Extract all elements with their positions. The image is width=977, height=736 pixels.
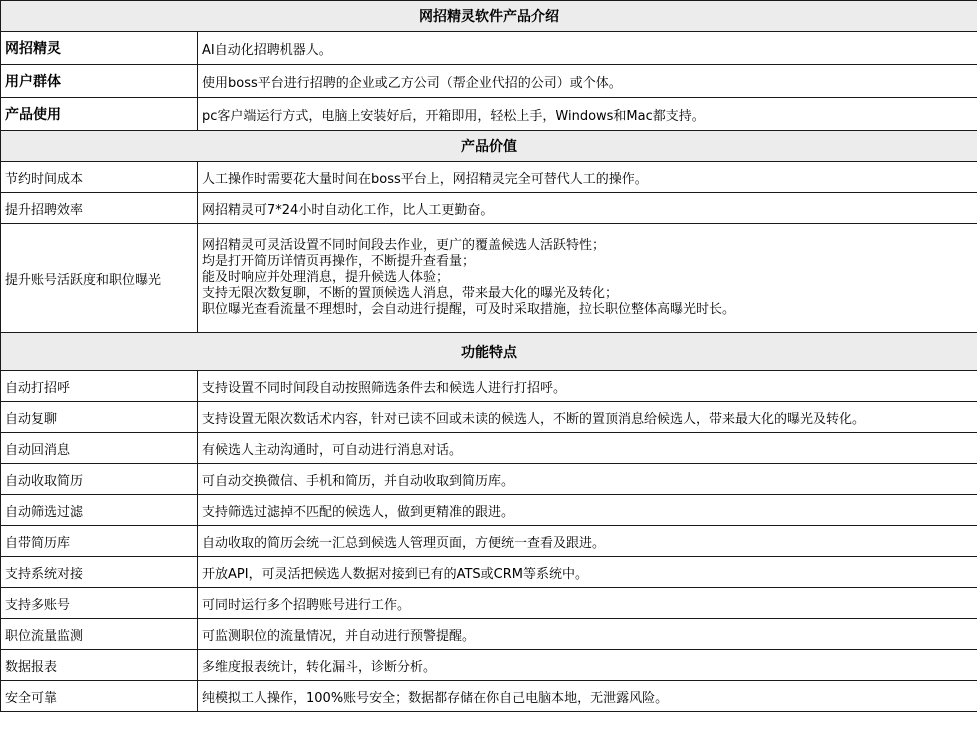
row-label: 自动收取简历 bbox=[1, 464, 198, 495]
value-line: 职位曝光查看流量不理想时，会自动进行提醒，可及时采取措施，拉长职位整体高曝光时长。 bbox=[202, 302, 736, 317]
table-row bbox=[1, 526, 977, 557]
row-value-multiline bbox=[198, 224, 977, 333]
row-value: 可自动交换微信、手机和简历，并自动收取到简历库。 bbox=[198, 464, 977, 495]
table-row bbox=[1, 65, 977, 98]
table-row bbox=[1, 464, 977, 495]
row-value: 使用boss平台进行招聘的企业或乙方公司（帮企业代招的公司）或个体。 bbox=[198, 65, 977, 98]
table-row bbox=[1, 681, 977, 712]
row-label: 提升账号活跃度和职位曝光 bbox=[1, 224, 198, 333]
row-value: 可同时运行多个招聘账号进行工作。 bbox=[198, 588, 977, 619]
row-value: 支持设置无限次数话术内容，针对已读不回或未读的候选人，不断的置顶消息给候选人，带来最大化的曝光及转化。 bbox=[198, 402, 977, 433]
row-label: 节约时间成本 bbox=[1, 162, 198, 193]
section-title: 产品价值 bbox=[1, 131, 977, 162]
row-label: 产品使用 bbox=[1, 98, 198, 131]
row-value: 自动收取的简历会统一汇总到候选人管理页面，方便统一查看及跟进。 bbox=[198, 526, 977, 557]
row-label: 安全可靠 bbox=[1, 681, 198, 712]
table-row bbox=[1, 402, 977, 433]
value-line: 能及时响应并处理消息，提升候选人体验； bbox=[202, 270, 450, 285]
row-value: 网招精灵可7*24小时自动化工作，比人工更勤奋。 bbox=[198, 193, 977, 224]
row-label: 支持多账号 bbox=[1, 588, 198, 619]
table-row bbox=[1, 371, 977, 402]
table-row bbox=[1, 433, 977, 464]
row-label: 提升招聘效率 bbox=[1, 193, 198, 224]
value-line: 网招精灵可灵活设置不同时间段去作业，更广的覆盖候选人活跃特性； bbox=[202, 238, 606, 253]
section-title: 功能特点 bbox=[1, 333, 977, 371]
row-label: 网招精灵 bbox=[1, 32, 198, 65]
row-label: 自带简历库 bbox=[1, 526, 198, 557]
table-row bbox=[1, 224, 977, 333]
row-value: AI自动化招聘机器人。 bbox=[198, 32, 977, 65]
row-label: 自动筛选过滤 bbox=[1, 495, 198, 526]
table-row bbox=[1, 32, 977, 65]
row-value: pc客户端运行方式，电脑上安装好后，开箱即用，轻松上手，Windows和Mac都支持。 bbox=[198, 98, 977, 131]
section-header-features bbox=[1, 333, 977, 371]
row-value: 支持设置不同时间段自动按照筛选条件去和候选人进行打招呼。 bbox=[198, 371, 977, 402]
row-value: 有候选人主动沟通时，可自动进行消息对话。 bbox=[198, 433, 977, 464]
row-label: 自动回消息 bbox=[1, 433, 198, 464]
row-label: 自动复聊 bbox=[1, 402, 198, 433]
row-label: 职位流量监测 bbox=[1, 619, 198, 650]
table-row bbox=[1, 557, 977, 588]
row-value: 开放API，可灵活把候选人数据对接到已有的ATS或CRM等系统中。 bbox=[198, 557, 977, 588]
table-row bbox=[1, 650, 977, 681]
table-row bbox=[1, 588, 977, 619]
row-value: 人工操作时需要花大量时间在boss平台上，网招精灵完全可替代人工的操作。 bbox=[198, 162, 977, 193]
table-row bbox=[1, 495, 977, 526]
row-value: 纯模拟工人操作，100%账号安全；数据都存储在你自己电脑本地，无泄露风险。 bbox=[198, 681, 977, 712]
row-value: 支持筛选过滤掉不匹配的候选人，做到更精准的跟进。 bbox=[198, 495, 977, 526]
table-row bbox=[1, 98, 977, 131]
table-row bbox=[1, 193, 977, 224]
section-title: 网招精灵软件产品介绍 bbox=[1, 1, 977, 32]
row-value: 多维度报表统计，转化漏斗，诊断分析。 bbox=[198, 650, 977, 681]
table-row bbox=[1, 162, 977, 193]
section-header-intro bbox=[1, 1, 977, 32]
row-label: 支持系统对接 bbox=[1, 557, 198, 588]
row-label: 数据报表 bbox=[1, 650, 198, 681]
row-label: 用户群体 bbox=[1, 65, 198, 98]
row-value: 可监测职位的流量情况，并自动进行预警提醒。 bbox=[198, 619, 977, 650]
row-label: 自动打招呼 bbox=[1, 371, 198, 402]
section-header-value bbox=[1, 131, 977, 162]
value-line: 均是打开简历详情页再操作，不断提升查看量； bbox=[202, 254, 476, 269]
table-row bbox=[1, 619, 977, 650]
value-line: 支持无限次数复聊，不断的置顶候选人消息，带来最大化的曝光及转化； bbox=[202, 286, 619, 301]
